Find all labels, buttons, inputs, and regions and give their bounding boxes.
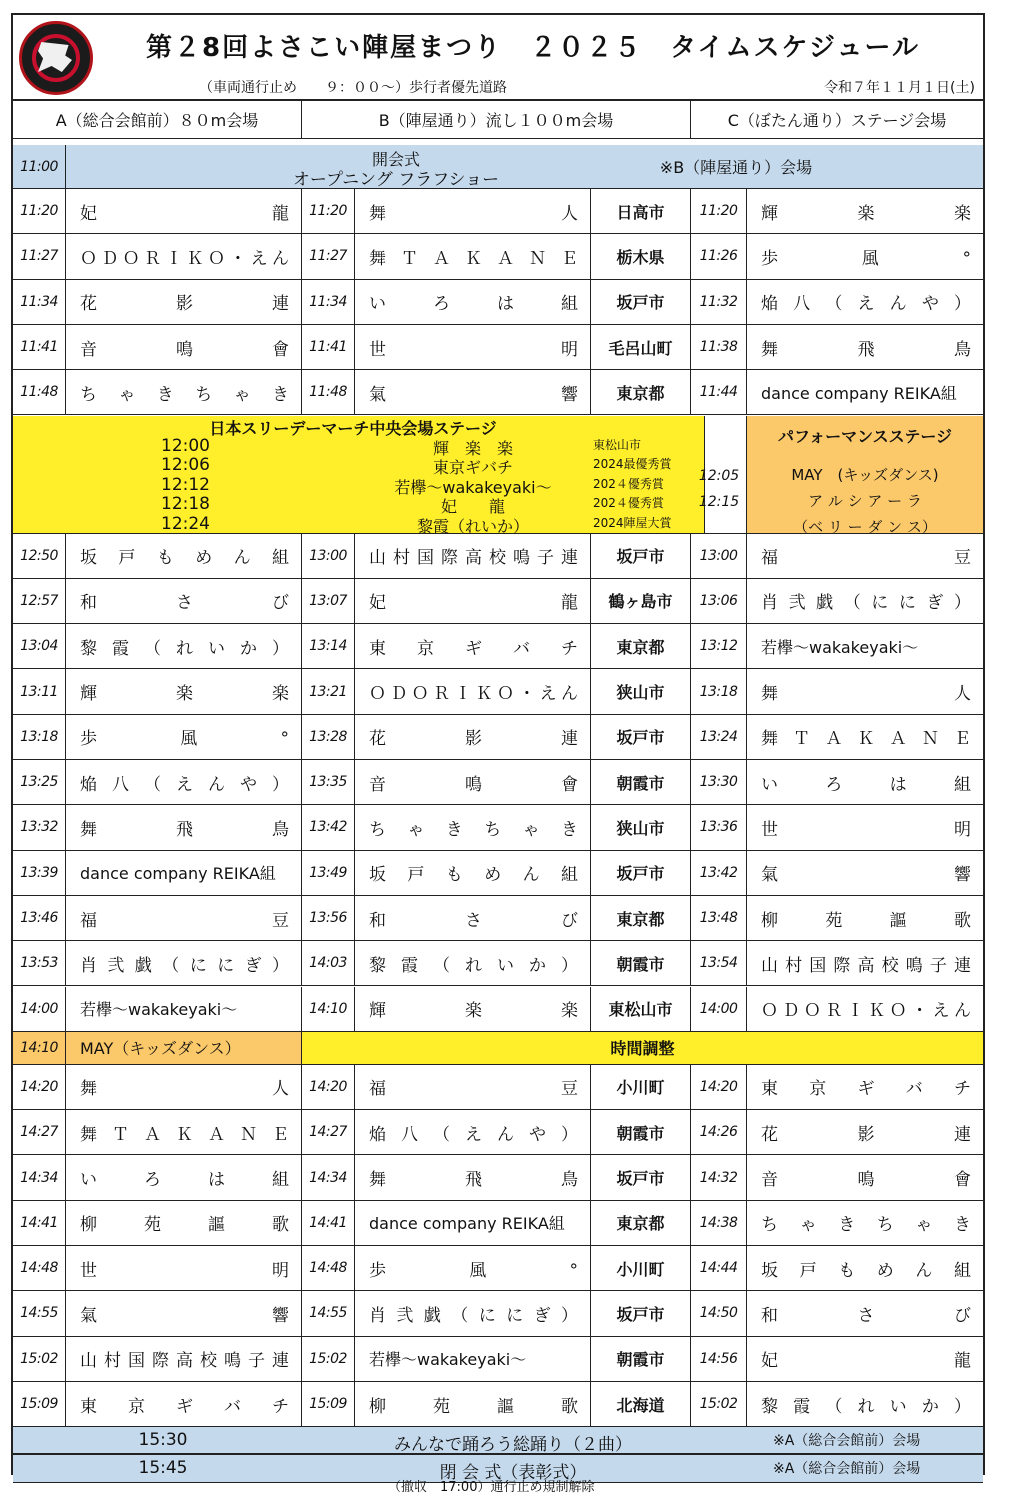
- finale-time: 15:30: [138, 1430, 188, 1451]
- team-name-text: 輝楽楽: [80, 684, 289, 705]
- b-city: 小川町: [591, 1065, 691, 1110]
- a-time: 14:20: [13, 1065, 66, 1110]
- central-stage-note: 2024陣屋大賞: [593, 515, 672, 530]
- team-name-text: 舞人: [369, 203, 578, 224]
- central-stage-note: 2024最優秀賞: [593, 457, 672, 471]
- c-time: 14:50: [691, 1291, 747, 1336]
- c-team: [747, 1246, 983, 1291]
- a-time: 12:57: [13, 579, 66, 624]
- team-name-text: 東京ギバチ: [80, 1396, 289, 1417]
- team-name-text: 舞飛鳥: [80, 819, 289, 840]
- team-name-text: いろは組: [761, 774, 971, 795]
- b-team: [355, 370, 591, 415]
- b-team: [355, 1065, 591, 1110]
- team-name-text: ちゃきちゃき: [761, 1215, 971, 1236]
- c-time: 14:56: [691, 1337, 747, 1382]
- schedule-sheet: [11, 13, 985, 1484]
- team-name-text: 東京ギバチ: [369, 638, 578, 659]
- central-stage: [13, 416, 705, 534]
- team-name-text: ちゃきちゃき: [80, 384, 289, 405]
- b-team: [355, 1155, 591, 1200]
- a-team: [66, 669, 302, 714]
- a-team: [66, 370, 302, 415]
- b-time: 11:27: [302, 234, 355, 279]
- c-team: [747, 941, 983, 986]
- a-time: 13:32: [13, 805, 66, 850]
- team-name-text: 和さび: [80, 593, 289, 614]
- team-name-text: 世明: [80, 1260, 289, 1281]
- a-team: [66, 1291, 302, 1336]
- team-name-text: 舞ＴＡＫＡＮＥ: [761, 729, 971, 750]
- team-name-text: 音鳴會: [761, 1170, 971, 1191]
- performance-act: （ベ リ ー ダ ン ス）: [793, 517, 937, 534]
- opening-show-title: オープニング フラフショー: [292, 170, 500, 189]
- footer-note: （撤収 17:00）通行止め規制解除: [388, 1480, 595, 1495]
- b-team: [355, 1337, 591, 1382]
- team-name-text: 坂戸もめん組: [761, 1260, 971, 1281]
- team-name-text: 山村国際高校鳴子連: [80, 1351, 289, 1372]
- b-city: 狭山市: [591, 669, 691, 714]
- a-time: 15:09: [13, 1382, 66, 1427]
- team-name-text: いろは組: [80, 1170, 289, 1191]
- a-time: 12:50: [13, 534, 66, 579]
- event-date: 令和７年１１月１日(土): [824, 80, 975, 96]
- central-stage-time: 12:06: [161, 455, 210, 475]
- performance-time: 12:15: [698, 493, 740, 510]
- c-time: 11:44: [691, 370, 747, 415]
- b-team: [355, 189, 591, 234]
- b-city: 朝霞市: [591, 941, 691, 986]
- b-time: 14:20: [302, 1065, 355, 1110]
- a-time: 14:27: [13, 1110, 66, 1155]
- b-time: 11:20: [302, 189, 355, 234]
- a-team: [66, 715, 302, 760]
- b-time: 13:49: [302, 851, 355, 896]
- b-time: 11:48: [302, 370, 355, 415]
- central-stage-team: 黎霞（れいか）: [416, 516, 529, 534]
- a-team: [66, 987, 302, 1032]
- team-name-text: 肖弐戯（ににぎ）: [761, 593, 971, 614]
- c-team: [747, 1065, 983, 1110]
- team-name-text: 輝楽楽: [369, 1001, 578, 1022]
- b-team: [355, 1110, 591, 1155]
- a-time: 13:04: [13, 624, 66, 669]
- opening-time: 11:00: [13, 145, 66, 189]
- b-city: 東京都: [591, 1201, 691, 1246]
- team-name-text: 福豆: [80, 910, 289, 931]
- b-time: 14:55: [302, 1291, 355, 1336]
- a-time: 13:25: [13, 760, 66, 805]
- b-team: [355, 669, 591, 714]
- c-team: [747, 760, 983, 805]
- a-team: [66, 1337, 302, 1382]
- b-time: 14:27: [302, 1110, 355, 1155]
- finale-time: 15:45: [138, 1458, 188, 1479]
- group-dance-row: [13, 1427, 983, 1455]
- c-team: [747, 896, 983, 941]
- b-team: [355, 1246, 591, 1291]
- b-team: [355, 851, 591, 896]
- c-time: 13:24: [691, 715, 747, 760]
- team-name-text: 坂戸もめん組: [80, 548, 289, 569]
- central-stage-team: 若欅～wakakeyaki～: [394, 477, 552, 497]
- c-time: 13:36: [691, 805, 747, 850]
- b-team: [355, 1291, 591, 1336]
- c-time: 14:44: [691, 1246, 747, 1291]
- central-stage-note: 202４優秀賞: [593, 476, 664, 491]
- road-closure-note: （車両通行止め ９：００～）歩行者優先道路: [199, 80, 507, 96]
- a-time: 11:27: [13, 234, 66, 279]
- c-team: [747, 1110, 983, 1155]
- team-name-text: 世明: [761, 819, 971, 840]
- b-time: 15:02: [302, 1337, 355, 1382]
- team-name-text: 黎霞（れいか）: [80, 638, 289, 659]
- a-time: 14:55: [13, 1291, 66, 1336]
- opening-ceremony-title: 開会式: [371, 150, 420, 169]
- b-time: 13:07: [302, 579, 355, 624]
- team-name-text: ＯＤＯＲＩＫＯ・えん: [761, 1001, 971, 1022]
- c-team: [747, 534, 983, 579]
- b-team: [355, 1201, 591, 1246]
- b-team: [355, 325, 591, 370]
- c-team: [747, 715, 983, 760]
- team-name-text: 福豆: [369, 1079, 578, 1100]
- finale-event: 閉 会 式（表彰式）: [439, 1463, 587, 1484]
- b-team: [355, 234, 591, 279]
- a-team: [66, 1155, 302, 1200]
- team-name-text: 花影連: [80, 294, 289, 315]
- b-time: 14:34: [302, 1155, 355, 1200]
- team-name-text: 舞飛鳥: [761, 339, 971, 360]
- team-name-text: 舞ＴＡＫＡＮＥ: [80, 1124, 289, 1145]
- c-time: 13:48: [691, 896, 747, 941]
- team-name-text: dance company REIKA組: [761, 383, 957, 403]
- c-team: [747, 624, 983, 669]
- finale-venue-note: ※A（総合会館前）会場: [773, 1433, 921, 1450]
- b-city: 北海道: [591, 1382, 691, 1427]
- team-name-text: 若欅～wakakeyaki～: [80, 1000, 238, 1020]
- a-team: [66, 805, 302, 850]
- team-name-text: 福豆: [761, 548, 971, 569]
- opening-venue-note: ※B（陣屋通り）会場: [659, 158, 813, 177]
- a-time: 14:00: [13, 987, 66, 1032]
- team-name-text: 坂戸もめん組: [369, 865, 578, 886]
- team-name-text: ちゃきちゃき: [369, 819, 578, 840]
- b-time: 13:56: [302, 896, 355, 941]
- b-time: 13:14: [302, 624, 355, 669]
- team-name-text: 氣響: [80, 1305, 289, 1326]
- team-name-text: 花影連: [761, 1124, 971, 1145]
- b-time: 14:48: [302, 1246, 355, 1291]
- c-time: 13:12: [691, 624, 747, 669]
- central-stage-note: 202４優秀賞: [593, 496, 664, 510]
- team-name-text: 舞人: [761, 684, 971, 705]
- b-time: 13:35: [302, 760, 355, 805]
- team-name-text: 世明: [369, 339, 578, 360]
- b-time: 11:41: [302, 325, 355, 370]
- c-team: [747, 1337, 983, 1382]
- b-time: 14:03: [302, 941, 355, 986]
- team-name-text: 歩風°: [761, 248, 971, 269]
- a-time: 11:48: [13, 370, 66, 415]
- team-name-text: 焔八（えんや）: [761, 294, 971, 315]
- c-time: 13:42: [691, 851, 747, 896]
- venue-c-header: C（ぼたん通り）ステージ会場: [691, 101, 983, 139]
- b-team: [355, 280, 591, 325]
- central-stage-time: 12:12: [161, 474, 210, 495]
- a-team: [66, 624, 302, 669]
- b-team: [355, 805, 591, 850]
- b-time: 14:10: [302, 987, 355, 1032]
- team-name-text: 歩風°: [369, 1260, 578, 1281]
- b-time: 13:00: [302, 534, 355, 579]
- b-city: 東京都: [591, 624, 691, 669]
- team-name-text: ＯＤＯＲＩＫＯ・えん: [369, 684, 578, 705]
- b-city: 小川町: [591, 1246, 691, 1291]
- team-name-text: 歩風°: [80, 729, 289, 750]
- a-time: 14:41: [13, 1201, 66, 1246]
- c-team: [747, 1382, 983, 1427]
- a-time: 13:46: [13, 896, 66, 941]
- c-time: 14:32: [691, 1155, 747, 1200]
- opening-ceremony: [66, 145, 983, 189]
- b-city: 朝霞市: [591, 1337, 691, 1382]
- b-time: 13:21: [302, 669, 355, 714]
- a-team: [66, 851, 302, 896]
- b-time: 15:09: [302, 1382, 355, 1427]
- team-name-text: 舞ＴＡＫＡＮＥ: [369, 248, 578, 269]
- a-team: [66, 1246, 302, 1291]
- a-team: [66, 941, 302, 986]
- b-city: 坂戸市: [591, 280, 691, 325]
- a-team: [66, 1201, 302, 1246]
- a-team: [66, 280, 302, 325]
- c-team: [747, 234, 983, 279]
- central-stage-title: 日本スリーデーマーチ中央会場ステージ: [209, 418, 497, 438]
- team-name-text: 花影連: [369, 729, 578, 750]
- team-name-text: 柳苑謳歌: [369, 1396, 578, 1417]
- team-name-text: 焔八（えんや）: [80, 774, 289, 795]
- central-stage-note: 東松山市: [593, 437, 642, 452]
- b-city: 朝霞市: [591, 760, 691, 805]
- c-time: 11:26: [691, 234, 747, 279]
- b-city: 坂戸市: [591, 1291, 691, 1336]
- team-name-text: 音鳴會: [80, 339, 289, 360]
- performance-stage: [747, 416, 983, 534]
- venue-b-header: B（陣屋通り）流し１００m会場: [302, 101, 691, 139]
- central-stage-time: 12:24: [161, 513, 210, 534]
- team-name-text: dance company REIKA組: [369, 1214, 565, 1234]
- b-time: 13:28: [302, 715, 355, 760]
- c-time: 13:30: [691, 760, 747, 805]
- b-team: [355, 760, 591, 805]
- c-team: [747, 1155, 983, 1200]
- a-team: [66, 1110, 302, 1155]
- c-time: 14:00: [691, 987, 747, 1032]
- c-time: 14:26: [691, 1110, 747, 1155]
- a-team: [66, 760, 302, 805]
- team-name-text: 舞人: [80, 1079, 289, 1100]
- b-city: 坂戸市: [591, 534, 691, 579]
- festival-logo: [19, 21, 93, 95]
- b-city: 鶴ヶ島市: [591, 579, 691, 624]
- team-name-text: 黎霞（れいか）: [761, 1396, 971, 1417]
- performance-act: ア ル シ ア ー ラ: [808, 491, 922, 510]
- c-time: 14:38: [691, 1201, 747, 1246]
- a-time: 13:18: [13, 715, 66, 760]
- a-team: [66, 234, 302, 279]
- a-time: 11:34: [13, 280, 66, 325]
- team-name-text: 和さび: [761, 1305, 971, 1326]
- a-time: 15:02: [13, 1337, 66, 1382]
- a-time: 14:48: [13, 1246, 66, 1291]
- team-name-text: 黎霞（れいか）: [369, 955, 578, 976]
- c-time: 11:38: [691, 325, 747, 370]
- c-time: 11:20: [691, 189, 747, 234]
- performance-stage-title: パフォーマンスステージ: [777, 426, 953, 446]
- c-team: [747, 1201, 983, 1246]
- team-name-text: 舞飛鳥: [369, 1170, 578, 1191]
- a-team: [66, 325, 302, 370]
- team-name-text: 音鳴會: [369, 774, 578, 795]
- b-city: 坂戸市: [591, 1155, 691, 1200]
- b-team: [355, 624, 591, 669]
- b-city: 東京都: [591, 370, 691, 415]
- team-name-text: 妃龍: [761, 1351, 971, 1372]
- b-team: [355, 941, 591, 986]
- c-team: [747, 1291, 983, 1336]
- c-team: [747, 851, 983, 896]
- team-name-text: 妃龍: [80, 203, 289, 224]
- central-stage-team: 妃 龍: [440, 497, 505, 516]
- c-team: [747, 805, 983, 850]
- a-time: 11:41: [13, 325, 66, 370]
- time-adjustment: 時間調整: [302, 1032, 983, 1065]
- team-name-text: 東京ギバチ: [761, 1079, 971, 1100]
- c-time: 11:32: [691, 280, 747, 325]
- b-city: 狭山市: [591, 805, 691, 850]
- central-stage-team: 輝 楽 楽: [432, 438, 513, 458]
- c-team: [747, 280, 983, 325]
- b-city: 朝霞市: [591, 1110, 691, 1155]
- team-name-text: 輝楽楽: [761, 203, 971, 224]
- team-name-text: 柳苑謳歌: [80, 1215, 289, 1236]
- page-title: 第２8回よさこい陣屋まつり ２０２５ タイムスケジュール: [145, 33, 920, 63]
- performance-act: MAY (キッズダンス): [791, 465, 939, 484]
- a-team: [66, 189, 302, 234]
- team-name-text: 山村国際高校鳴子連: [369, 548, 578, 569]
- a-time: 13:39: [13, 851, 66, 896]
- performance-time: 12:05: [698, 467, 740, 484]
- c-team: [747, 987, 983, 1032]
- team-name-text: 若欅～wakakeyaki～: [369, 1350, 527, 1370]
- a-team: [66, 579, 302, 624]
- b-city: 毛呂山町: [591, 325, 691, 370]
- a-time: 13:11: [13, 669, 66, 714]
- b-city: 栃木県: [591, 234, 691, 279]
- central-stage-time: 12:18: [161, 494, 210, 514]
- a-team: [66, 896, 302, 941]
- team-name-text: 妃龍: [369, 593, 578, 614]
- finale-event: みんなで踊ろう総踊り（２曲）: [394, 1435, 632, 1456]
- team-name-text: 肖弐戯（ににぎ）: [80, 955, 289, 976]
- team-name-text: 焔八（えんや）: [369, 1124, 578, 1145]
- venue-a-header: A（総合会館前）８０m会場: [13, 101, 302, 139]
- kids-time: 14:10: [13, 1032, 66, 1065]
- a-team: [66, 534, 302, 579]
- b-city: 坂戸市: [591, 851, 691, 896]
- a-time: 14:34: [13, 1155, 66, 1200]
- c-time: 13:18: [691, 669, 747, 714]
- c-time: 13:06: [691, 579, 747, 624]
- b-city: 日高市: [591, 189, 691, 234]
- b-city: 東京都: [591, 896, 691, 941]
- b-team: [355, 715, 591, 760]
- c-time: 14:20: [691, 1065, 747, 1110]
- finale-venue-note: ※A（総合会館前）会場: [773, 1461, 921, 1478]
- team-name-text: 山村国際高校鳴子連: [761, 955, 971, 976]
- central-stage-team: 東京ギバチ: [432, 458, 513, 477]
- c-team: [747, 370, 983, 415]
- c-team: [747, 189, 983, 234]
- b-time: 14:41: [302, 1201, 355, 1246]
- c-team: [747, 325, 983, 370]
- b-team: [355, 896, 591, 941]
- team-name-text: dance company REIKA組: [80, 864, 276, 884]
- team-name-text: 氣響: [369, 384, 578, 405]
- b-team: [355, 987, 591, 1032]
- a-team: [66, 1382, 302, 1427]
- b-time: 13:42: [302, 805, 355, 850]
- b-team: [355, 579, 591, 624]
- team-name-text: 氣響: [761, 865, 971, 886]
- team-name-text: いろは組: [369, 294, 578, 315]
- c-team: [747, 669, 983, 714]
- b-city: 東松山市: [591, 987, 691, 1032]
- central-stage-time: 12:00: [161, 435, 210, 456]
- kids-dance: MAY（キッズダンス）: [66, 1032, 302, 1065]
- c-time: 13:00: [691, 534, 747, 579]
- c-team: [747, 579, 983, 624]
- perf-time-col: [691, 416, 747, 534]
- c-time: 15:02: [691, 1382, 747, 1427]
- team-name-text: ＯＤＯＲＩＫＯ・えん: [80, 248, 289, 269]
- a-time: 11:20: [13, 189, 66, 234]
- b-city: 坂戸市: [591, 715, 691, 760]
- team-name-text: 若欅～wakakeyaki～: [761, 637, 919, 657]
- b-team: [355, 534, 591, 579]
- a-time: 13:53: [13, 941, 66, 986]
- b-team: [355, 1382, 591, 1427]
- a-team: [66, 1065, 302, 1110]
- b-time: 11:34: [302, 280, 355, 325]
- team-name-text: 肖弐戯（ににぎ）: [369, 1305, 578, 1326]
- header: [13, 15, 983, 101]
- team-name-text: 和さび: [369, 910, 578, 931]
- c-time: 13:54: [691, 941, 747, 986]
- team-name-text: 柳苑謳歌: [761, 910, 971, 931]
